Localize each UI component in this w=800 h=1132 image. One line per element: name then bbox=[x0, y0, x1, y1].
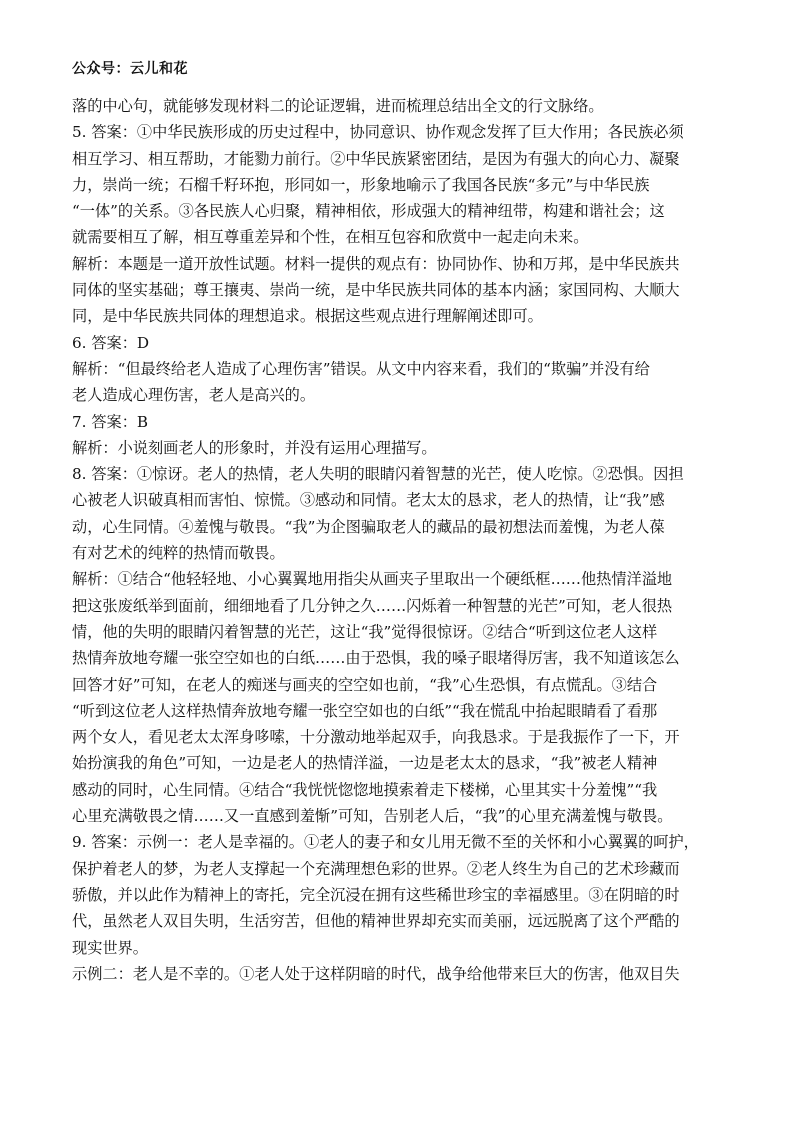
text-line: 就需要相互了解，相互尊重差异和个性，在相互包容和欣赏中一起走向未来。 bbox=[72, 228, 589, 247]
text-line: 相互学习、相互帮助，才能勠力前行。②中华民族紧密团结，是因为有强大的向心力、凝聚 bbox=[72, 149, 680, 168]
text-line: 心被老人识破真相而害怕、惊慌。③感动和同情。老太太的恳求，老人的热情，让“我”感 bbox=[72, 491, 665, 510]
text-line: 两个女人，看见老太太浑身哆嗦，十分激动地举起双手，向我恳求。于是我振作了一下，开 bbox=[72, 728, 680, 747]
text-line: 解析：①结合“他轻轻地、小心翼翼地用指尖从画夹子里取出一个硬纸框……他热情洋溢地 bbox=[72, 570, 673, 589]
text-line: 9. 答案：示例一：老人是幸福的。①老人的妻子和女儿用无微不至的关怀和小心翼翼的呵护， bbox=[72, 833, 699, 852]
text-line: 5. 答案：①中华民族形成的历史过程中，协同意识、协作观念发挥了巨大作用；各民族必须 bbox=[72, 123, 684, 142]
text-line: 保护着老人的梦，为老人支撑起一个充满理想色彩的世界。②老人终生为自己的艺术珍藏而 bbox=[72, 859, 680, 878]
text-line: 6. 答案：D bbox=[72, 333, 150, 352]
text-line: 现实世界。 bbox=[72, 938, 148, 957]
text-line: 7. 答案：B bbox=[72, 412, 149, 431]
text-line: 落的中心句，就能够发现材料二的论证逻辑，进而梳理总结出全文的行文脉络。 bbox=[72, 97, 604, 115]
text-line: 有对艺术的纯粹的热情而敬畏。 bbox=[72, 544, 285, 563]
text-line: 情，他的失明的眼睛闪着智慧的光芒，这让“我”觉得很惊讶。②结合“听到这位老人这样 bbox=[72, 622, 658, 641]
text-line: 解析：“但最终给老人造成了心理伤害”错误。从文中内容来看，我们的“欺骗”并没有给 bbox=[72, 359, 650, 378]
text-line: 始扮演我的角色”可知，一边是老人的热情洋溢，一边是老太太的恳求，“我”被老人精神 bbox=[72, 754, 658, 773]
text-line: 示例二：老人是不幸的。①老人处于这样阴暗的时代，战争给他带来巨大的伤害，他双目失 bbox=[72, 964, 680, 983]
text-line: 感动的同时，心生同情。④结合“我恍恍惚惚地摸索着走下楼梯，心里其实十分羞愧”“我 bbox=[72, 780, 658, 799]
text-line: 骄傲，并以此作为精神上的寄托，完全沉浸在拥有这些稀世珍宝的幸福感里。③在阴暗的时 bbox=[72, 885, 680, 904]
text-line: 同体的坚实基础；尊王攘夷、崇尚一统，是中华民族共同体的基本内涵；家国同构、大顺大 bbox=[72, 281, 680, 300]
text-line: 热情奔放地夸耀一张空空如也的白纸……由于恐惧，我的嗓子眼堵得厉害，我不知道该怎么 bbox=[72, 649, 680, 668]
text-line: 代，虽然老人双目失明，生活穷苦，但他的精神世界却充实而美丽，远远脱离了这个严酷的 bbox=[72, 912, 680, 931]
page-header: 公众号：云儿和花 bbox=[72, 61, 188, 77]
text-line: 动，心生同情。④羞愧与敬畏。“我”为企图骗取老人的藏品的最初想法而羞愧，为老人葆 bbox=[72, 517, 665, 536]
text-line: “一体”的关系。③各民族人心归聚，精神相依，形成强大的精神纽带，构建和谐社会；这 bbox=[72, 202, 665, 221]
text-line: 解析：小说刻画老人的形象时，并没有运用心理描写。 bbox=[72, 438, 437, 457]
text-line: 回答才好”可知，在老人的痴迷与画夹的空空如也前，“我”心生恐惧，有点慌乱。③结合 bbox=[72, 675, 658, 694]
text-line: 8. 答案：①惊讶。老人的热情，老人失明的眼睛闪着智慧的光芒，使人吃惊。②恐惧。因担 bbox=[72, 465, 684, 484]
text-line: 解析：本题是一道开放性试题。材料一提供的观点有：协同协作、协和万邦，是中华民族共 bbox=[72, 254, 680, 273]
document-body bbox=[72, 93, 732, 987]
text-line: 力，崇尚一统；石榴千籽环抱，形同如一，形象地喻示了我国各民族“多元”与中华民族 bbox=[72, 175, 650, 194]
text-line: 老人造成心理伤害，老人是高兴的。 bbox=[72, 386, 315, 405]
text-line: “听到这位老人这样热情奔放地夸耀一张空空如也的白纸”“我在慌乱中抬起眼睛看了看那 bbox=[72, 701, 658, 720]
text-line: 同，是中华民族共同体的理想追求。根据这些观点进行理解阐述即可。 bbox=[72, 307, 543, 326]
text-line: 心里充满敬畏之情……又一直感到羞惭”可知，告别老人后，“我”的心里充满羞愧与敬畏。 bbox=[72, 807, 673, 826]
text-line: 把这张废纸举到面前，细细地看了几分钟之久……闪烁着一种智慧的光芒”可知，老人很热 bbox=[72, 596, 673, 615]
